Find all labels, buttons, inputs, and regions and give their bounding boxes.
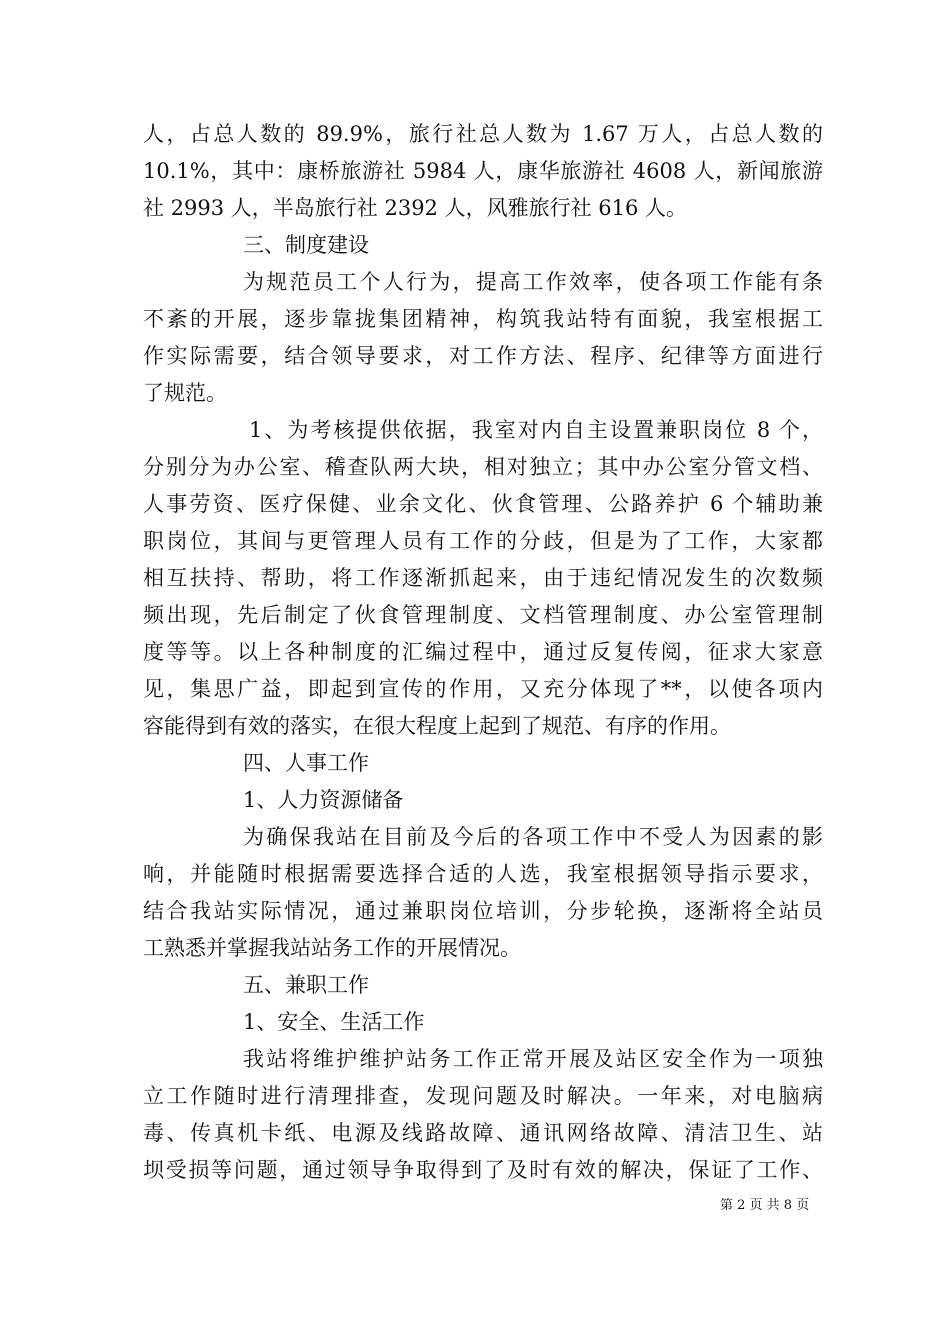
document-body <box>143 116 823 1189</box>
text-line: 了规范。 <box>143 381 227 405</box>
text-line: 分别分为办公室、稽查队两大块，相对独立；其中办公室分管文档、 <box>143 455 823 479</box>
text-line: 相互扶持、帮助，将工作逐渐抓起来，由于违纪情况发生的次数频 <box>143 566 823 590</box>
section-heading: 四、人事工作 <box>243 751 369 775</box>
text-line: 结合我站实际情况，通过兼职岗位培训，分步轮换，逐渐将全站员 <box>143 899 823 923</box>
text-line: 频出现，先后制定了伙食管理制度、文档管理制度、办公室管理制 <box>143 603 823 627</box>
text-line: 为确保我站在目前及今后的各项工作中不受人为因素的影 <box>243 825 823 849</box>
text-line: 作实际需要，结合领导要求，对工作方法、程序、纪律等方面进行 <box>143 344 823 368</box>
text-line: 我站将维护维护站务工作正常开展及站区安全作为一项独 <box>243 1047 823 1071</box>
text-line: 为规范员工个人行为，提高工作效率，使各项工作能有条 <box>243 270 823 294</box>
text-line: 工熟悉并掌握我站站务工作的开展情况。 <box>143 936 521 960</box>
subsection-heading: 1、安全、生活工作 <box>243 1010 425 1034</box>
section-heading: 五、兼职工作 <box>243 973 369 997</box>
text-line: 职岗位，其间与更管理人员有工作的分歧，但是为了工作，大家都 <box>143 529 823 553</box>
text-line: 容能得到有效的落实，在很大程度上起到了规范、有序的作用。 <box>143 714 731 738</box>
text-line: 度等等。以上各种制度的汇编过程中，通过反复传阅，征求大家意 <box>143 640 823 664</box>
section-heading: 三、制度建设 <box>243 233 369 257</box>
text-line: 人事劳资、医疗保健、业余文化、伙食管理、公路养护 6 个辅助兼 <box>143 492 823 516</box>
page-number-footer: 第 2 页 共 8 页 <box>720 1198 810 1213</box>
text-line: 10.1%，其中：康桥旅游社 5984 人，康华旅游社 4608 人，新闻旅游 <box>143 159 823 183</box>
subsection-heading: 1、人力资源储备 <box>243 788 404 812</box>
text-line: 1、为考核提供依据，我室对内自主设置兼职岗位 8 个， <box>249 418 823 442</box>
text-line: 坝受损等问题，通过领导争取得到了及时有效的解决，保证了工作、 <box>143 1158 823 1182</box>
text-line: 毒、传真机卡纸、电源及线路故障、通讯网络故障、清洁卫生、站 <box>143 1121 823 1145</box>
text-line: 社 2993 人，半岛旅行社 2392 人，风雅旅行社 616 人。 <box>143 196 688 220</box>
text-line: 人，占总人数的 89.9%，旅行社总人数为 1.67 万人，占总人数的 <box>143 122 823 146</box>
text-line: 见，集思广益，即起到宣传的作用，又充分体现了**，以使各项内 <box>143 677 823 701</box>
text-line: 立工作随时进行清理排查，发现问题及时解决。一年来，对电脑病 <box>143 1084 823 1108</box>
text-line: 响，并能随时根据需要选择合适的人选，我室根据领导指示要求， <box>143 862 823 886</box>
text-line: 不紊的开展，逐步靠拢集团精神，构筑我站特有面貌，我室根据工 <box>143 307 823 331</box>
